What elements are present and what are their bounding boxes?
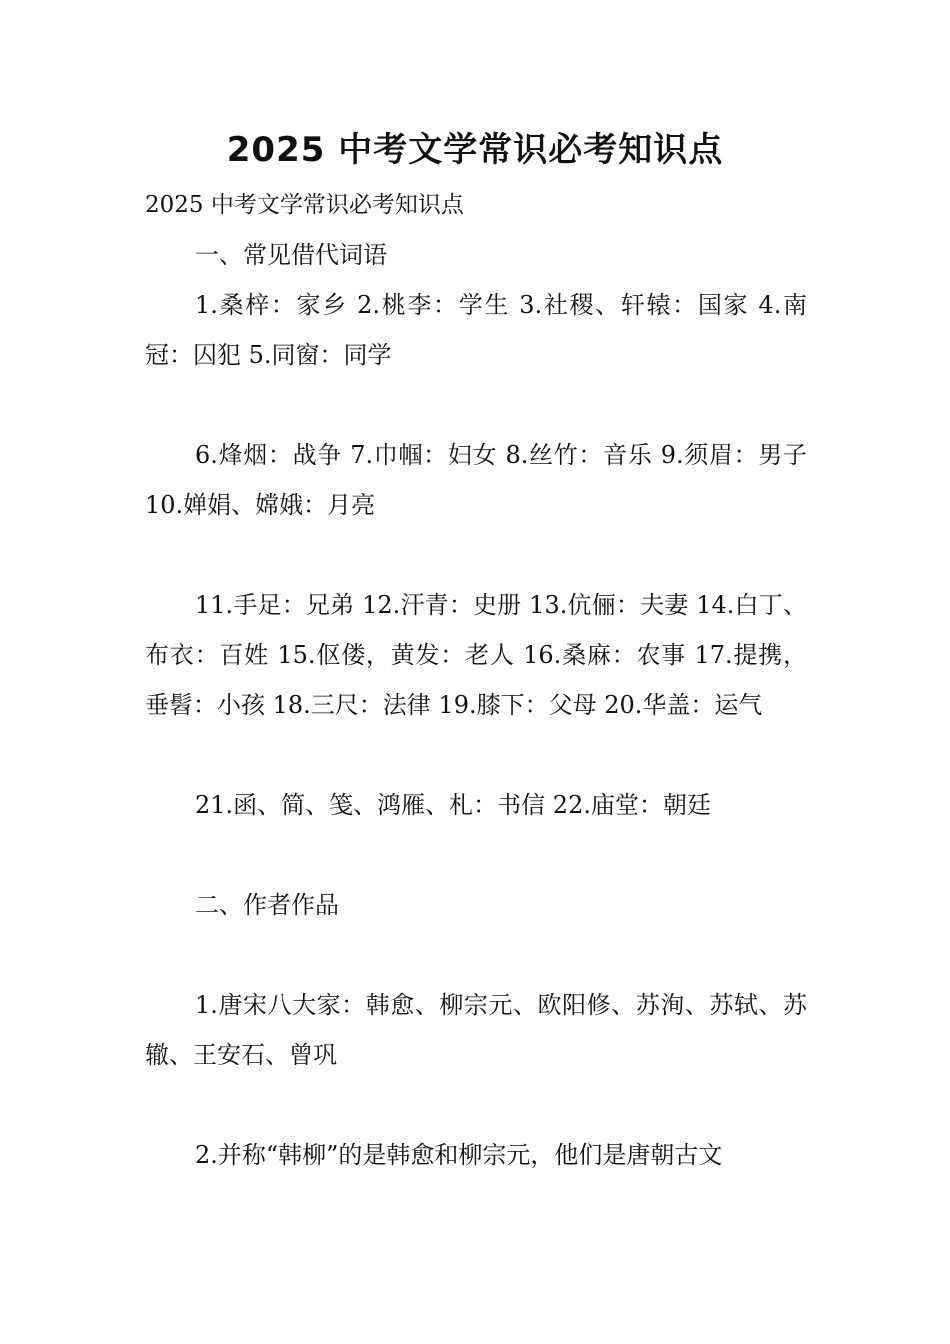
paragraph: 1.桑梓：家乡 2.桃李：学生 3.社稷、轩辕：国家 4.南冠：囚犯 5.同窗：同学 [145, 291, 807, 369]
document-body [145, 180, 807, 1180]
paragraph-gap [145, 530, 807, 580]
paragraph-gap [145, 1080, 807, 1130]
paragraph: 21.函、简、笺、鸿雁、札：书信 22.庙堂：朝廷 [195, 791, 711, 819]
paragraph: 6.烽烟：战争 7.巾帼：妇女 8.丝竹：音乐 9.须眉：男子 10.婵娟、嫦娥：月亮 [145, 441, 807, 519]
paragraph-gap [145, 380, 807, 430]
document-subtitle: 2025 中考文学常识必考知识点 [145, 192, 464, 218]
document-title: 2025 中考文学常识必考知识点 [226, 130, 724, 170]
paragraph-gap [145, 830, 807, 880]
paragraph: 1.唐宋八大家：韩愈、柳宗元、欧阳修、苏洵、苏轼、苏辙、王安石、曾巩 [145, 991, 807, 1069]
paragraph: 11.手足：兄弟 12.汗青：史册 13.伉俪：夫妻 14.白丁、布衣：百姓 15.伛偻，黄发：老人 16.桑麻：农事 17.提携，垂髫：小孩 18.三尺：法律 19.膝下：父母 20.华盖：运气 [145, 591, 807, 719]
paragraph-gap [145, 930, 807, 980]
section-heading: 二、作者作品 [195, 891, 339, 919]
section-heading: 一、常见借代词语 [195, 241, 387, 269]
paragraph: 2.并称“韩柳”的是韩愈和柳宗元，他们是唐朝古文 [195, 1141, 723, 1169]
paragraph-gap [145, 730, 807, 780]
